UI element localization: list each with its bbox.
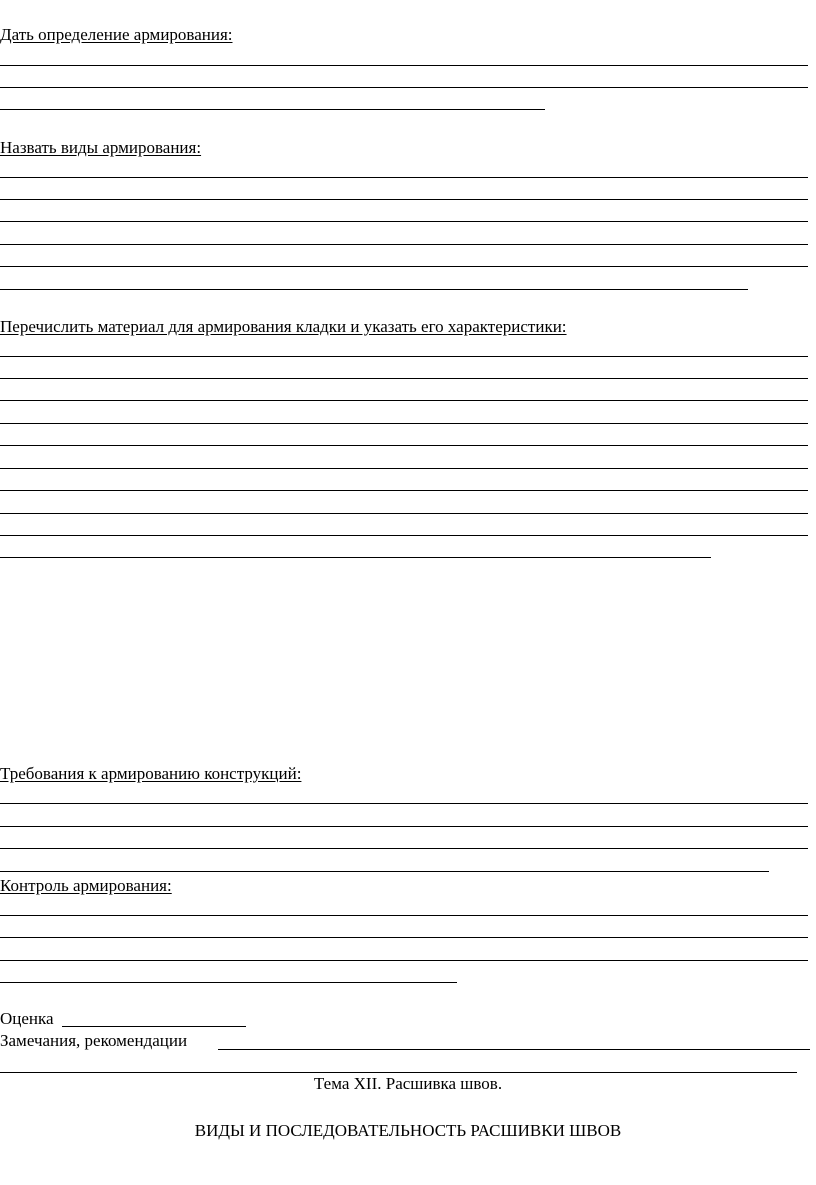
answer-line[interactable] [0, 937, 808, 938]
answer-line[interactable] [0, 199, 808, 200]
answer-line[interactable] [0, 445, 808, 446]
answer-line[interactable] [0, 109, 545, 110]
answer-line[interactable] [0, 400, 808, 401]
answer-line[interactable] [0, 871, 769, 872]
topic-subtitle: ВИДЫ И ПОСЛЕДОВАТЕЛЬНОСТЬ РАСШИВКИ ШВОВ [194, 1121, 622, 1140]
answer-line[interactable] [0, 266, 808, 267]
answer-line[interactable] [0, 513, 808, 514]
remarks-line[interactable] [0, 1072, 797, 1073]
grade-label: Оценка [0, 1009, 54, 1028]
grade-field[interactable] [62, 1026, 246, 1027]
types-heading: Назвать виды армирования: [0, 138, 202, 157]
topic-title: Тема XII. Расшивка швов. [313, 1074, 503, 1093]
requirements-heading: Требования к армированию конструкций: [0, 764, 302, 783]
answer-line[interactable] [0, 289, 748, 290]
answer-line[interactable] [0, 356, 808, 357]
answer-line[interactable] [0, 848, 808, 849]
materials-heading: Перечислить материал для армирования кладки и указать его характеристики: [0, 317, 567, 336]
answer-line[interactable] [0, 982, 457, 983]
answer-line[interactable] [0, 378, 808, 379]
answer-line[interactable] [0, 221, 808, 222]
answer-line[interactable] [0, 244, 808, 245]
remarks-field[interactable] [218, 1049, 810, 1050]
answer-line[interactable] [0, 423, 808, 424]
control-heading: Контроль армирования: [0, 876, 172, 895]
answer-line[interactable] [0, 557, 711, 558]
answer-line[interactable] [0, 915, 808, 916]
answer-line[interactable] [0, 803, 808, 804]
remarks-label: Замечания, рекомендации [0, 1031, 188, 1050]
answer-line[interactable] [0, 826, 808, 827]
answer-line[interactable] [0, 87, 808, 88]
answer-line[interactable] [0, 960, 808, 961]
answer-line[interactable] [0, 490, 808, 491]
definition-heading: Дать определение армирования: [0, 25, 233, 44]
answer-line[interactable] [0, 177, 808, 178]
answer-line[interactable] [0, 65, 808, 66]
answer-line[interactable] [0, 535, 808, 536]
answer-line[interactable] [0, 468, 808, 469]
